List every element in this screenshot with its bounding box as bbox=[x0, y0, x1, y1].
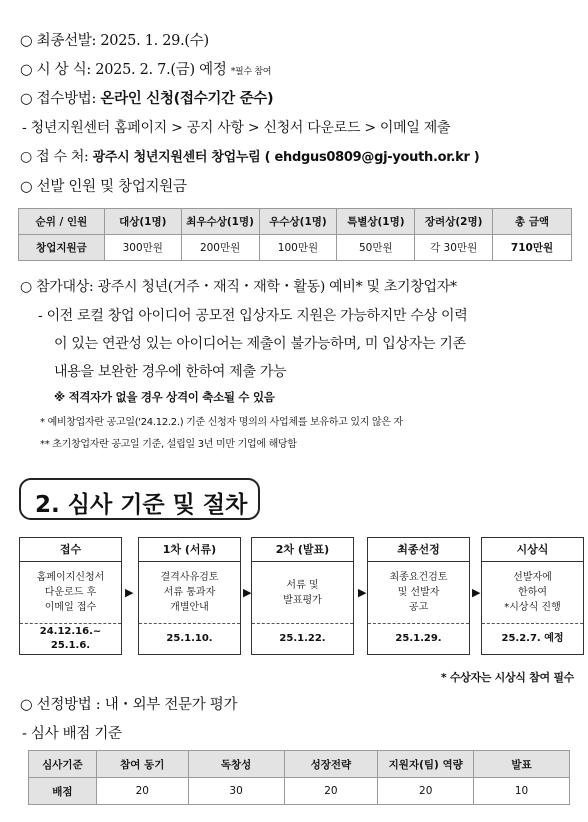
score-table-header: 참여 동기 bbox=[96, 751, 188, 778]
evaluation-method: ○ 선정방법 : 내・외부 전문가 평가 bbox=[20, 697, 238, 713]
application-venue bbox=[20, 146, 580, 166]
final-selection-date: ○ 최종선발: 2025. 1. 29.(수) bbox=[20, 33, 209, 49]
prize-table-cell: 각 30만원 bbox=[415, 235, 493, 261]
score-table-cell: 20 bbox=[378, 778, 474, 805]
prize-table bbox=[18, 208, 572, 261]
footnote-prestartup: * 예비창업자란 공고일('24.12.2.) 기준 신청자 명의의 사업체를 보유하고 있지 않은 자 bbox=[40, 417, 403, 428]
eligibility-note: 이 있는 연관성 있는 아이디어는 제출이 불가능하며, 미 입상자는 기존 bbox=[54, 336, 466, 352]
step-title: 접수 bbox=[20, 538, 121, 562]
process-step bbox=[19, 537, 122, 655]
step-title: 시상식 bbox=[482, 538, 583, 562]
scoring-heading: - 심사 배점 기준 bbox=[22, 726, 122, 742]
award-ceremony-date: ○ 시 상 식: 2025. 2. 7.(금) 예정 bbox=[20, 62, 227, 78]
score-table-header: 발표 bbox=[474, 751, 570, 778]
score-table-header: 심사기준 bbox=[29, 751, 97, 778]
score-table-cell: 20 bbox=[284, 778, 378, 805]
application-method-value: 온라인 신청(접수기간 준수) bbox=[100, 91, 274, 107]
arrow-right-icon: ▶ bbox=[243, 586, 252, 599]
process-step bbox=[138, 537, 241, 655]
step-date: 24.12.16.~ 25.1.6. bbox=[39, 626, 102, 651]
application-method-label: ○ 접수방법: bbox=[20, 91, 101, 107]
prize-table-header: 우수상(1명) bbox=[259, 209, 337, 235]
application-venue-value: 광주시 청년지원센터 창업누림 ( ehdgus0809@gj-youth.or.kr ) bbox=[92, 150, 480, 165]
prize-table-header: 순위 / 인원 bbox=[19, 209, 105, 235]
eligibility-note: - 이전 로컬 창업 아이디어 공모전 입상자도 지원은 가능하지만 수상 이력 bbox=[38, 308, 468, 324]
score-table-cell: 10 bbox=[474, 778, 570, 805]
score-table-cell: 20 bbox=[96, 778, 188, 805]
footnote-earlystartup: ** 초기창업자란 공고일 기준, 설립일 3년 미만 기업에 해당함 bbox=[40, 439, 297, 450]
step-body: 홈페이지신청서 다운로드 후 이메일 접수 bbox=[20, 562, 121, 624]
step-body: 최종요건검토 및 선발자 공고 bbox=[368, 562, 469, 624]
prize-table-total: 710만원 bbox=[493, 235, 572, 261]
section-title: 2. 심사 기준 및 절차 bbox=[19, 478, 260, 520]
arrow-right-icon: ▶ bbox=[125, 586, 134, 599]
step-date: 25.1.29. bbox=[395, 633, 442, 644]
award-ceremony-line bbox=[20, 58, 580, 79]
prize-table-header: 총 금액 bbox=[493, 209, 572, 235]
step-body: 결격사유검토 서류 통과자 개별안내 bbox=[139, 562, 240, 624]
score-table bbox=[28, 750, 570, 805]
prize-heading: ○ 선발 인원 및 창업지원금 bbox=[20, 179, 187, 195]
warning-note: ※ 적격자가 없을 경우 상격이 축소될 수 있음 bbox=[54, 390, 275, 404]
step-title: 1차 (서류) bbox=[139, 538, 240, 562]
step-date: 25.1.22. bbox=[279, 633, 326, 644]
process-step bbox=[481, 537, 584, 655]
prize-table-header: 대상(1명) bbox=[104, 209, 181, 235]
prize-table-cell: 창업지원금 bbox=[19, 235, 105, 261]
application-path: - 청년지원센터 홈페이지 > 공지 사항 > 신청서 다운로드 > 이메일 제출 bbox=[22, 120, 451, 136]
prize-table-cell: 100만원 bbox=[259, 235, 337, 261]
prize-table-cell: 300만원 bbox=[104, 235, 181, 261]
step-title: 최종선정 bbox=[368, 538, 469, 562]
step-title: 2차 (발표) bbox=[252, 538, 353, 562]
prize-table-header: 특별상(1명) bbox=[337, 209, 415, 235]
process-step bbox=[367, 537, 470, 655]
prize-table-cell: 200만원 bbox=[181, 235, 259, 261]
arrow-right-icon: ▶ bbox=[472, 586, 481, 599]
score-table-cell: 30 bbox=[188, 778, 284, 805]
score-table-cell: 배점 bbox=[29, 778, 97, 805]
score-table-header: 성장전략 bbox=[284, 751, 378, 778]
eligibility-note: 내용을 보완한 경우에 한하여 제출 가능 bbox=[54, 364, 287, 380]
process-step bbox=[251, 537, 354, 655]
step-body: 선발자에 한하여 *시상식 진행 bbox=[482, 562, 583, 624]
step-body: 서류 및 발표평가 bbox=[252, 562, 353, 624]
score-table-header: 지원자(팀) 역량 bbox=[378, 751, 474, 778]
step-date: 25.1.10. bbox=[166, 633, 213, 644]
application-method bbox=[20, 87, 580, 108]
ceremony-required-note: * 수상자는 시상식 참여 필수 bbox=[440, 671, 574, 684]
application-venue-label: ○ 접 수 처: bbox=[20, 149, 93, 165]
prize-table-cell: 50만원 bbox=[337, 235, 415, 261]
prize-table-header: 장려상(2명) bbox=[415, 209, 493, 235]
prize-table-header: 최우수상(1명) bbox=[181, 209, 259, 235]
score-table-header: 독창성 bbox=[188, 751, 284, 778]
award-ceremony-note: *필수 참여 bbox=[230, 67, 272, 77]
arrow-right-icon: ▶ bbox=[358, 586, 367, 599]
step-date: 25.2.7. 예정 bbox=[501, 633, 564, 644]
eligibility: ○ 참가대상: 광주시 청년(거주・재직・재학・활동) 예비* 및 초기창업자* bbox=[20, 279, 457, 295]
